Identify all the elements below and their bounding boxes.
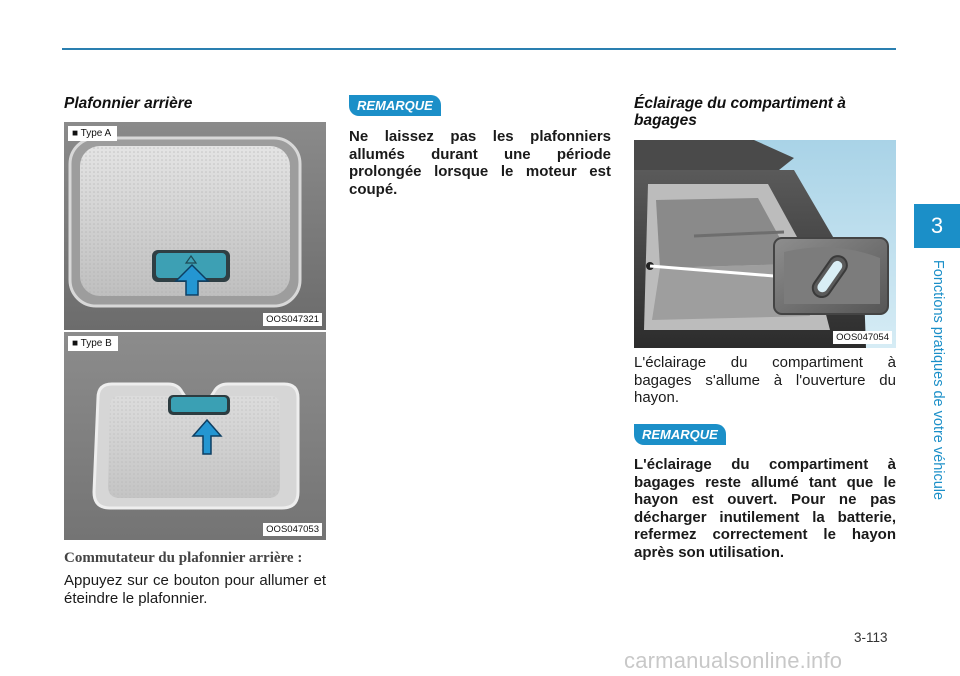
chapter-section-title: Fonctions pratiques de votre véhicule (930, 259, 946, 501)
note-text-lamps: Ne laissez pas les plafonniers allumés durant une période prolongée lorsque le moteur est coupé. (349, 128, 611, 198)
note-badge-cargo: REMARQUE (634, 424, 726, 445)
figure-cargo (634, 140, 896, 348)
figure-type-a (64, 122, 326, 330)
figure-type-b (64, 332, 326, 540)
rear-lamp-type-b-illustration (64, 332, 326, 540)
figure-cargo-code: OOS047054 (833, 331, 892, 344)
note-badge-lamps: REMARQUE (349, 95, 441, 116)
header-rule (62, 48, 896, 50)
note-text-cargo: L'éclairage du compartiment à bagages reste allumé tant que le hayon est ouvert. Pour ne pas décharger inutilement la batterie, refermez correctement le hayon après son utilisation. (634, 456, 896, 561)
rear-lamp-type-a-illustration (64, 122, 326, 330)
section-title-rear-light: Plafonnier arrière (64, 95, 193, 112)
page-number: 3-113 (854, 630, 888, 645)
chapter-tab: 3 (914, 204, 960, 248)
figure-type-b-label: ■ Type B (68, 336, 118, 351)
switch-subheading: Commutateur du plafonnier arrière : (64, 550, 303, 566)
cargo-area-illustration (634, 140, 896, 348)
figure-type-a-label: ■ Type A (68, 126, 117, 141)
switch-description: Appuyez sur ce bouton pour allumer et éteindre le plafonnier. (64, 572, 326, 607)
cargo-description: L'éclairage du compartiment à bagages s'allume à l'ouverture du hayon. (634, 354, 896, 406)
section-title-cargo-light: Éclairage du compartiment à bagages (634, 95, 846, 129)
figure-type-a-code: OOS047321 (263, 313, 322, 326)
figure-type-b-code: OOS047053 (263, 523, 322, 536)
watermark: carmanualsonline.info (624, 648, 843, 673)
